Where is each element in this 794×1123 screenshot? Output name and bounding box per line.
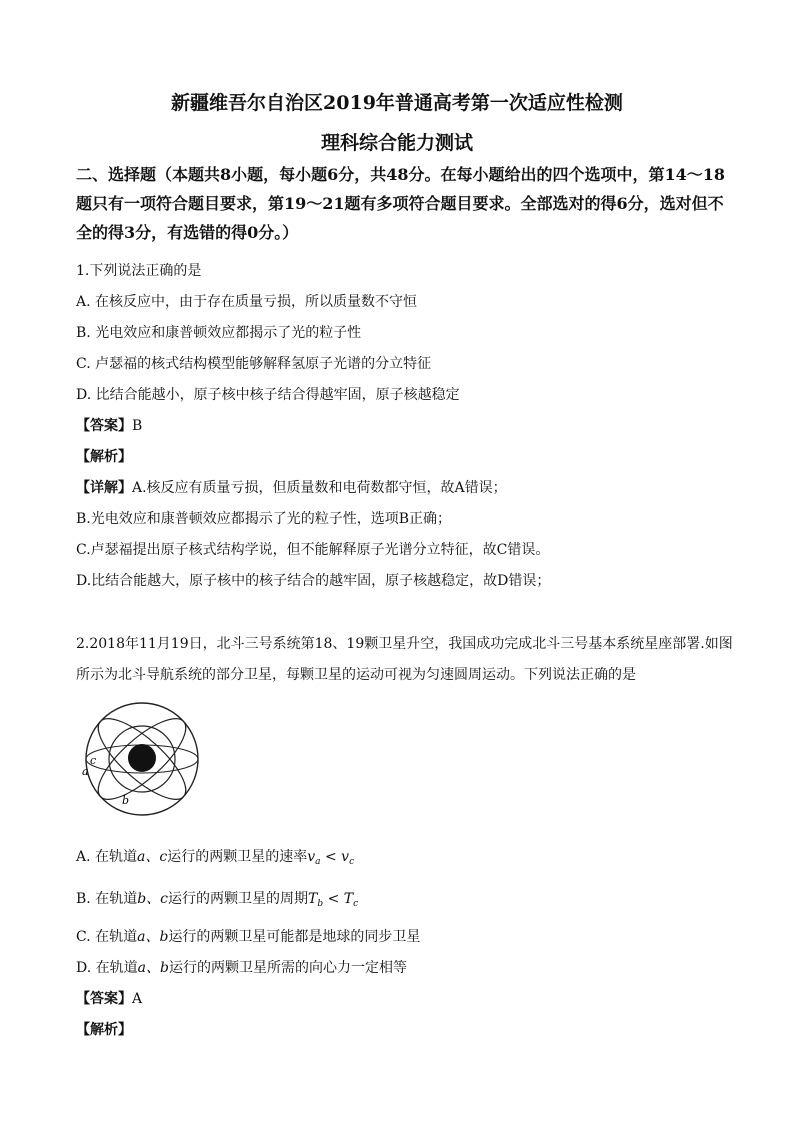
q1-answer — [76, 415, 142, 435]
orbit-names: a、c — [137, 849, 168, 865]
q1-option-a: A. 在核反应中，由于存在质量亏损，所以质量数不守恒 — [76, 294, 418, 310]
q2-option-a — [76, 846, 354, 867]
q2-stem-line2: 所示为北斗导航系统的部分卫星，每颗卫星的运动可视为匀速圆周运动。下列说法正确的是 — [76, 667, 636, 683]
q1-detail-2: B.光电效应和康普顿效应都揭示了光的粒子性，选项B正确； — [76, 511, 452, 527]
q1-detail-3: C.卢瑟福提出原子核式结构学说，但不能解释原子光谱分立特征，故C错误。 — [76, 542, 550, 558]
q1-detail-1 — [76, 477, 507, 497]
q1-detail-4: D.比结合能越大，原子核中的核子结合的越牢固，原子核越稳定，故D错误； — [76, 573, 551, 589]
detail-tag: 【详解】 — [76, 480, 132, 496]
label-a: a — [82, 765, 89, 778]
q2-analysis-tag: 【解析】 — [76, 1022, 132, 1038]
answer-value: B — [132, 418, 143, 434]
less-than: < — [320, 849, 342, 865]
symbol-t: T — [308, 891, 318, 907]
q1-option-c: C. 卢瑟福的核式结构模型能够解释氢原子光谱的分立特征 — [76, 356, 432, 372]
option-text: 运行的两颗卫星的周期 — [168, 891, 309, 907]
q1-analysis-tag: 【解析】 — [76, 449, 132, 465]
page-title: 新疆维吾尔自治区2019年普通高考第一次适应性检测 — [171, 92, 623, 114]
q2-option-b — [76, 888, 358, 909]
q2-stem-line1: 2.2018年11月19日，北斗三号系统第18、19颗卫星升空，我国成功完成北斗三号基本系统星座部署.如图 — [76, 636, 733, 652]
q1-option-b: B. 光电效应和康普顿效应都揭示了光的粒子性 — [76, 325, 362, 341]
q1-stem: 1.下列说法正确的是 — [76, 263, 202, 279]
q2-option-d — [76, 957, 407, 977]
q2-answer — [76, 988, 142, 1008]
subscript: c — [349, 857, 355, 867]
option-prefix: A. 在轨道 — [76, 849, 138, 865]
option-prefix: C. 在轨道 — [76, 929, 138, 945]
q1-option-d: D. 比结合能越小，原子核中核子结合得越牢固，原子核越稳定 — [76, 387, 460, 403]
page-subtitle: 理科综合能力测试 — [320, 132, 473, 154]
less-than: < — [323, 891, 344, 907]
q2-option-c — [76, 926, 420, 946]
satellite-orbit-figure — [76, 700, 208, 818]
symbol-v: v — [341, 849, 350, 865]
answer-tag: 【答案】 — [76, 418, 132, 434]
answer-value: A — [132, 991, 143, 1007]
symbol-v: v — [307, 849, 316, 865]
option-text: 运行的两颗卫星可能都是地球的同步卫星 — [168, 929, 421, 945]
option-prefix: B. 在轨道 — [76, 891, 138, 907]
detail-text: A.核反应有质量亏损，但质量数和电荷数都守恒，故A错误； — [132, 480, 507, 496]
section-heading: 二、选择题（本题共8小题，每小题6分，共48分。在每小题给出的四个选项中，第14～18题只有一项符合题目要求，第19～21题有多项符合题目要求。全部选对的得6分，选对但不全的得3分，有选错的得0分。） — [76, 165, 726, 242]
orbit-names: a、b — [137, 929, 169, 945]
option-prefix: D. 在轨道 — [76, 960, 138, 976]
option-text: 运行的两颗卫星所需的向心力一定相等 — [168, 960, 407, 976]
label-b: b — [122, 794, 130, 807]
label-c: c — [90, 754, 97, 767]
symbol-t: T — [343, 891, 354, 907]
answer-tag: 【答案】 — [76, 991, 132, 1007]
subscript: b — [317, 899, 324, 909]
orbit-names: a、b — [137, 960, 169, 976]
earth — [128, 744, 156, 772]
subscript: c — [353, 899, 359, 909]
option-text: 运行的两颗卫星的速率 — [167, 849, 308, 865]
subscript: a — [315, 857, 321, 867]
orbit-names: b、c — [137, 891, 169, 907]
